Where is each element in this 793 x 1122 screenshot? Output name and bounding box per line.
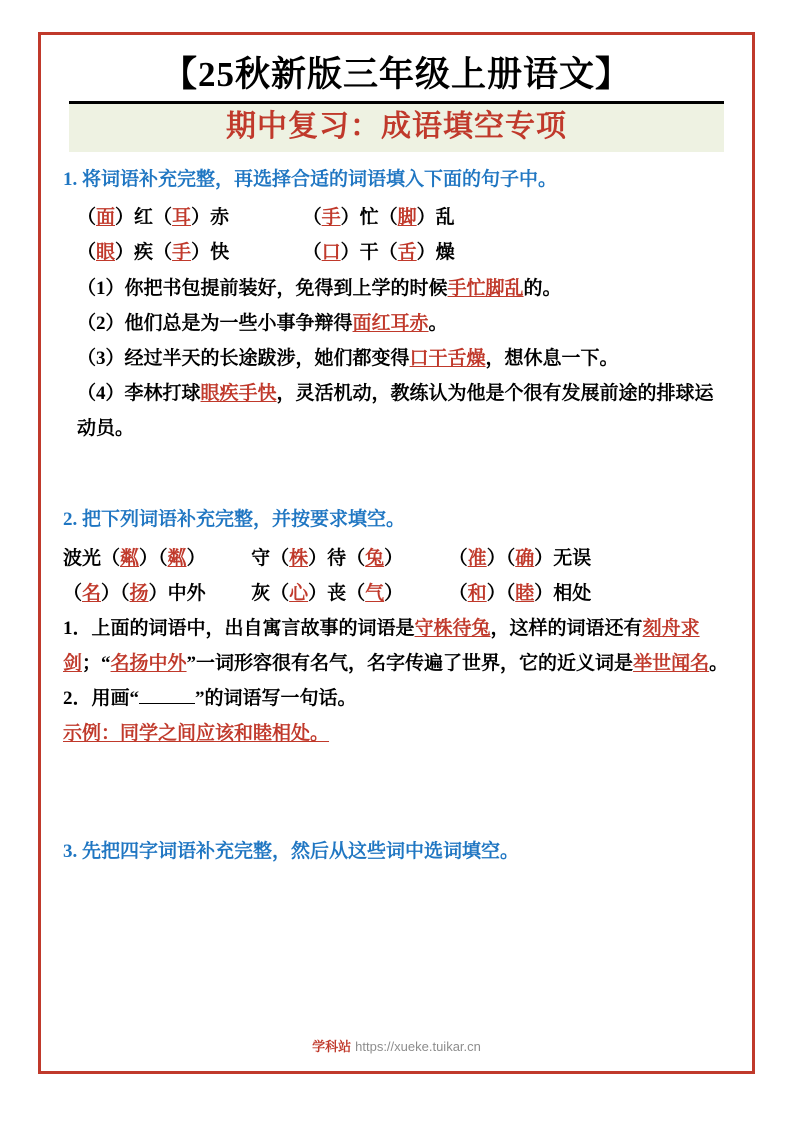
question-text: 李林打球 (124, 382, 201, 404)
idiom-fill: 粼 (167, 547, 187, 569)
item-number: 1． (63, 618, 92, 640)
idiom-text: ）赤 (191, 207, 230, 229)
question-text: 的。 (523, 277, 562, 299)
item-answer: 名扬中外 (110, 653, 187, 675)
section-1-idiom-row-2 (63, 235, 730, 270)
page-content (41, 35, 752, 866)
item-answer: 举世闻名 (633, 653, 710, 675)
item-text: ”的词语写一句话。 (195, 688, 357, 710)
idiom-fill: 面 (96, 207, 116, 229)
idiom-text: ）相处 (534, 582, 592, 604)
idiom-text: （ (77, 242, 97, 264)
idiom-text: ）（ (101, 582, 130, 604)
worksheet-page (38, 32, 755, 1074)
idiom-2-2 (251, 548, 408, 569)
idiom-1-1 (77, 207, 234, 228)
item-number: 2． (63, 688, 92, 710)
page-title: 【25秋新版三年级上册语文】 (69, 53, 724, 104)
idiom-1-2 (303, 207, 455, 228)
question-number: （4） (77, 382, 125, 404)
idiom-fill: 确 (515, 547, 535, 569)
idiom-text: 波光（ (63, 547, 121, 569)
question-answer: 手忙脚乱 (447, 277, 524, 299)
question-number: （2） (77, 312, 125, 334)
section-1-question-2 (63, 306, 730, 341)
section-1-question-3 (63, 341, 730, 376)
idiom-fill: 名 (82, 582, 102, 604)
idiom-text: ）疾（ (115, 242, 173, 264)
idiom-fill: 耳 (172, 207, 192, 229)
idiom-text: （ (63, 582, 83, 604)
item-text: 用画“ (91, 688, 140, 710)
item-answer: 守株待兔 (414, 618, 491, 640)
idiom-fill: 心 (289, 582, 309, 604)
section-2-item-2 (63, 681, 730, 716)
idiom-fill: 和 (467, 582, 487, 604)
section-1-question-1 (63, 271, 730, 306)
idiom-2-1 (63, 548, 210, 569)
idiom-text: ）（ (486, 582, 516, 604)
idiom-2-6 (449, 583, 592, 604)
subtitle-band (69, 104, 724, 152)
idiom-text: ）忙（ (340, 207, 398, 229)
idiom-text: 守（ (251, 547, 290, 569)
question-text: 你把书包提前装好，免得到上学的时候 (124, 277, 448, 299)
idiom-fill: 兔 (365, 547, 385, 569)
idiom-1-3 (77, 242, 234, 263)
question-text: 。 (428, 312, 448, 334)
section-3-heading: 3. 先把四字词语补充完整，然后从这些词中选词填空。 (63, 840, 520, 862)
idiom-text: （ (448, 547, 468, 569)
section-1-idiom-row-1 (63, 200, 730, 235)
section-2-idiom-row-1 (63, 541, 730, 576)
example-label: 示例： (63, 723, 121, 745)
idiom-fill: 眼 (96, 242, 116, 264)
idiom-text: 灰（ (251, 582, 290, 604)
idiom-2-3 (449, 548, 592, 569)
question-answer: 面红耳赤 (352, 312, 429, 334)
idiom-text: ）（ (486, 547, 516, 569)
idiom-text: ）待（ (308, 547, 366, 569)
footer-watermark (41, 1036, 752, 1055)
item-text: ；“ (82, 653, 111, 675)
section-2-idiom-row-2 (63, 576, 730, 611)
idiom-text: （ (448, 582, 468, 604)
idiom-text: （ (302, 207, 322, 229)
item-text: ”一词形容很有名气，名字传遍了世界，它的近义词是 (186, 653, 634, 675)
idiom-2-4 (63, 583, 210, 604)
idiom-fill: 扬 (129, 582, 149, 604)
question-answer: 口干舌燥 (409, 347, 486, 369)
section-2-heading: 2. 把下列词语补充完整，并按要求填空。 (63, 509, 406, 531)
section-1-question-4 (63, 376, 730, 446)
idiom-text: ） (384, 547, 404, 569)
idiom-text: ）干（ (340, 242, 398, 264)
section-2-item-1 (63, 611, 730, 681)
question-text: 经过半天的长途跋涉，她们都变得 (124, 347, 410, 369)
section-2-example (63, 716, 730, 751)
item-text: ，这样的词语还有 (490, 618, 643, 640)
idiom-fill: 气 (365, 582, 385, 604)
example-text: 同学之间应该和睦相处。 (120, 723, 330, 745)
item-text: 上面的词语中，出自寓言故事的词语是 (91, 618, 415, 640)
idiom-text: ）燥 (416, 242, 455, 264)
idiom-1-4 (303, 242, 455, 263)
idiom-text: ）红（ (115, 207, 173, 229)
site-url: https://xueke.tuikar.cn (355, 1039, 481, 1054)
idiom-text: ）丧（ (308, 582, 366, 604)
section-gap-2 (63, 752, 730, 824)
idiom-text: ） (384, 582, 404, 604)
idiom-fill: 粼 (120, 547, 140, 569)
question-number: （1） (77, 277, 125, 299)
idiom-fill: 脚 (397, 207, 417, 229)
page-subtitle: 期中复习：成语填空专项 (226, 109, 567, 143)
idiom-2-5 (251, 583, 408, 604)
idiom-text: （ (77, 207, 97, 229)
idiom-text: （ (302, 242, 322, 264)
item-text: 。 (709, 653, 729, 675)
question-number: （3） (77, 347, 125, 369)
idiom-text: ）乱 (416, 207, 455, 229)
idiom-fill: 口 (321, 242, 341, 264)
question-text: ，灵活机动，教练认为他是个很有发展前途的排球运动员。 (77, 382, 714, 440)
question-answer: 眼疾手快 (200, 382, 277, 404)
idiom-fill: 株 (289, 547, 309, 569)
idiom-fill: 睦 (515, 582, 535, 604)
section-gap (63, 446, 730, 492)
idiom-text: ）快 (191, 242, 230, 264)
idiom-fill: 准 (467, 547, 487, 569)
idiom-text: ）无误 (534, 547, 592, 569)
idiom-text: ） (186, 547, 206, 569)
idiom-fill: 舌 (397, 242, 417, 264)
section-1-heading: 1. 将词语补充完整，再选择合适的词语填入下面的句子中。 (63, 168, 558, 190)
site-brand: 学科站 (312, 1039, 352, 1054)
idiom-text: ）（ (139, 547, 168, 569)
question-text: 他们总是为一些小事争辩得 (124, 312, 353, 334)
idiom-fill: 手 (321, 207, 341, 229)
idiom-fill: 手 (172, 242, 192, 264)
question-text: ，想休息一下。 (485, 347, 619, 369)
item-answer: 刻舟求剑 (63, 618, 700, 675)
write-blank[interactable] (139, 703, 195, 704)
idiom-text: ）中外 (148, 582, 206, 604)
